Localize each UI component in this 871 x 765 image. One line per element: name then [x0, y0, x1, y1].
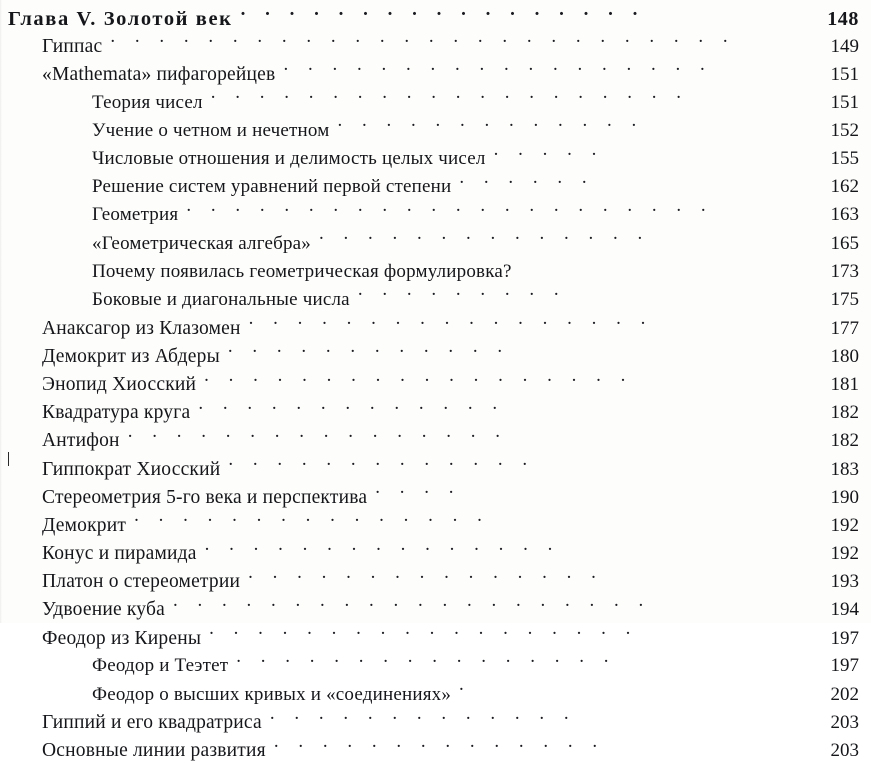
toc-page-number: 183 — [830, 458, 859, 480]
toc-leader-dots — [357, 279, 805, 305]
toc-leader-dots-text: . . . . . . . . . . . . . . . — [134, 505, 490, 527]
toc-leader-dots — [134, 505, 805, 531]
toc-leader-dots-text: . . . . . . . . . . . . . . . . . . . . . . — [186, 194, 714, 216]
toc-page-number: 163 — [830, 204, 859, 226]
toc-leader-dots-text: . . . . . . . . . . . . . — [337, 110, 644, 132]
toc-entry-label: Решение систем уравнений первой степени — [92, 176, 452, 198]
toc-entry[interactable] — [0, 730, 871, 765]
toc-entry-label: Анаксагор из Клазомен — [42, 317, 241, 339]
toc-leader-dots — [186, 194, 805, 220]
toc-page-number: 203 — [830, 712, 859, 734]
toc-leader-dots-text: . . . . . . . . . . . . . . . . . . . . — [210, 82, 689, 104]
toc-leader-dots-text: . . . . . . . . . . . . . . . . . . — [204, 364, 633, 386]
toc-leader-dots-text: . . . . . . . . . . . . — [227, 336, 510, 358]
toc-page-number: 173 — [830, 260, 859, 282]
toc-entry-label: Геометрия — [92, 204, 179, 226]
toc-page-number: 148 — [827, 7, 859, 30]
toc-page-number: 202 — [830, 683, 859, 705]
toc-leader-dots-text: . . . . . . . . . . . . . . . . — [236, 645, 616, 667]
toc-entry-label: Учение о четном и нечетном — [92, 119, 330, 141]
toc-leader-dots — [240, 0, 805, 25]
toc-entry-label: Платон о стереометрии — [42, 571, 241, 593]
toc-page-number: 182 — [830, 430, 859, 452]
toc-entry-label: Стереометрия 5-го века и перспектива — [42, 486, 368, 508]
toc-entry-label: Феодор и Теэтет — [92, 655, 229, 677]
toc-entry-label: Феодор о высших кривых и «соединениях» — [92, 683, 452, 705]
toc-leader-dots — [198, 392, 805, 419]
toc-leader-dots-text: . . . . . . . . . . . . . — [269, 702, 577, 724]
toc-leader-dots — [204, 364, 805, 390]
toc-leader-dots-text: . . . . . . . . . . . . . . . . . . — [283, 54, 713, 76]
toc-page-number: 180 — [830, 345, 859, 367]
toc-entry-label: Квадратура круга — [42, 402, 191, 424]
toc-leader-dots-text: . . . . . — [493, 138, 604, 160]
toc-entry-label: Антифон — [42, 430, 120, 452]
toc-page-number: 197 — [830, 627, 859, 649]
toc-leader-dots — [227, 336, 805, 362]
toc-leader-dots — [459, 674, 805, 700]
toc-entry-label: Демокрит — [42, 514, 127, 536]
toc-leader-dots-text: . . . . . . . . . . . . . . . — [204, 533, 560, 555]
toc-leader-dots — [127, 420, 805, 447]
toc-entry-label: Боковые и диагональные числа — [92, 288, 350, 310]
toc-page-number: 149 — [830, 35, 859, 57]
toc-entry-label: Удвоение куба — [42, 599, 165, 621]
toc-leader-dots-text: . . . . . . — [459, 166, 595, 188]
toc-page-number: 151 — [830, 91, 859, 113]
toc-page-number: 192 — [830, 514, 859, 536]
toc-page-number: 181 — [830, 373, 859, 395]
toc-leader-dots-text: . . . . . . . . . . . . . . . . . — [240, 0, 645, 21]
toc-leader-dots — [236, 645, 805, 671]
toc-leader-dots — [337, 110, 805, 136]
toc-entry-label: Конус и пирамида — [42, 543, 197, 565]
toc-leader-dots-text: . . . . . . . . . . . . . — [228, 449, 535, 471]
toc-leader-dots-text: . . . . . . . . . . . . . . — [319, 223, 650, 245]
toc-page-number: 197 — [830, 655, 859, 677]
toc-leader-dots — [210, 82, 805, 108]
toc-leader-dots-text: . . . . . . . . . . . . . . . . . — [248, 308, 653, 330]
toc-page-number: 194 — [830, 599, 859, 621]
toc-entry-label: Гиппас — [42, 35, 103, 57]
toc-entry-label: «Геометрическая алгебра» — [92, 232, 311, 254]
toc-leader-dots — [248, 308, 805, 334]
toc-leader-dots — [172, 590, 805, 616]
toc-entry-label: Теория чисел — [92, 91, 203, 113]
toc-entry-label: Гиппократ Хиосский — [42, 458, 221, 480]
toc-page-number: 175 — [830, 288, 859, 310]
toc-leader-dots-text: . . . . . . . . . . . . . . . . . . . . — [172, 590, 651, 612]
toc-leader-dots — [269, 702, 805, 729]
toc-entry-label: Демокрит из Абдеры — [42, 345, 220, 367]
toc-entry-label: «Mathemata» пифагорейцев — [42, 63, 276, 85]
toc-leader-dots-text: . . . . . . . . . . . . . . . . . . — [209, 618, 638, 640]
toc-page-number: 190 — [830, 486, 859, 508]
toc-leader-dots — [283, 54, 805, 80]
toc-page-number: 182 — [830, 402, 859, 424]
toc-entry-label: Энопид Хиосский — [42, 373, 197, 395]
toc-page-number: 192 — [830, 543, 859, 565]
toc-entry-label: Числовые отношения и делимость целых чисел — [92, 147, 486, 169]
toc-leader-dots — [273, 730, 805, 757]
toc-page-number: 177 — [830, 317, 859, 339]
toc-leader-dots — [375, 477, 805, 503]
toc-leader-dots-text: . . . . . . . . . . . . . — [198, 392, 505, 414]
toc-leader-dots-text: . . . . . . . . . . . . . . . . . . . . . . . . . . — [110, 26, 736, 48]
toc-entry-label: Гиппий и его квадратриса — [42, 712, 262, 734]
toc-leader-dots-text: . . . . . . . . . . . . . . . . — [127, 420, 508, 442]
toc-entry-label: Феодор из Кирены — [42, 627, 202, 649]
toc-leader-dots — [319, 223, 805, 249]
toc-leader-dots-text: . . . . . . . . . — [357, 279, 567, 301]
toc-leader-dots — [209, 618, 805, 644]
toc-page-number: 165 — [830, 232, 859, 254]
toc-leader-dots — [110, 26, 805, 52]
toc-leader-dots — [520, 258, 805, 277]
toc-page-number: 193 — [830, 571, 859, 593]
toc-leader-dots-text: . . . . . . . . . . . . . . — [273, 730, 605, 752]
toc-page-number: 155 — [830, 147, 859, 169]
toc-leader-dots — [493, 138, 805, 164]
toc-entry[interactable] — [0, 223, 871, 258]
toc-leader-dots-text: . . . . — [375, 477, 461, 499]
toc-leader-dots-text: . . . . . . . . . . . . . . . — [248, 561, 604, 583]
toc-page-number: 152 — [830, 119, 859, 141]
toc-page-number: 151 — [830, 63, 859, 85]
toc-entry-label: Глава V. Золотой век — [8, 7, 233, 30]
toc-entry-label: Основные линии развития — [42, 740, 266, 762]
toc-leader-dots — [204, 533, 805, 560]
toc-leader-dots-text: . — [459, 674, 472, 696]
toc-page-number: 203 — [830, 740, 859, 762]
toc-leader-dots — [228, 449, 805, 475]
toc-entry-label: Почему появилась геометрическая формулировка? — [92, 260, 512, 282]
toc-leader-dots — [248, 561, 805, 588]
toc-leader-dots — [459, 166, 805, 192]
toc-page-number: 162 — [830, 176, 859, 198]
